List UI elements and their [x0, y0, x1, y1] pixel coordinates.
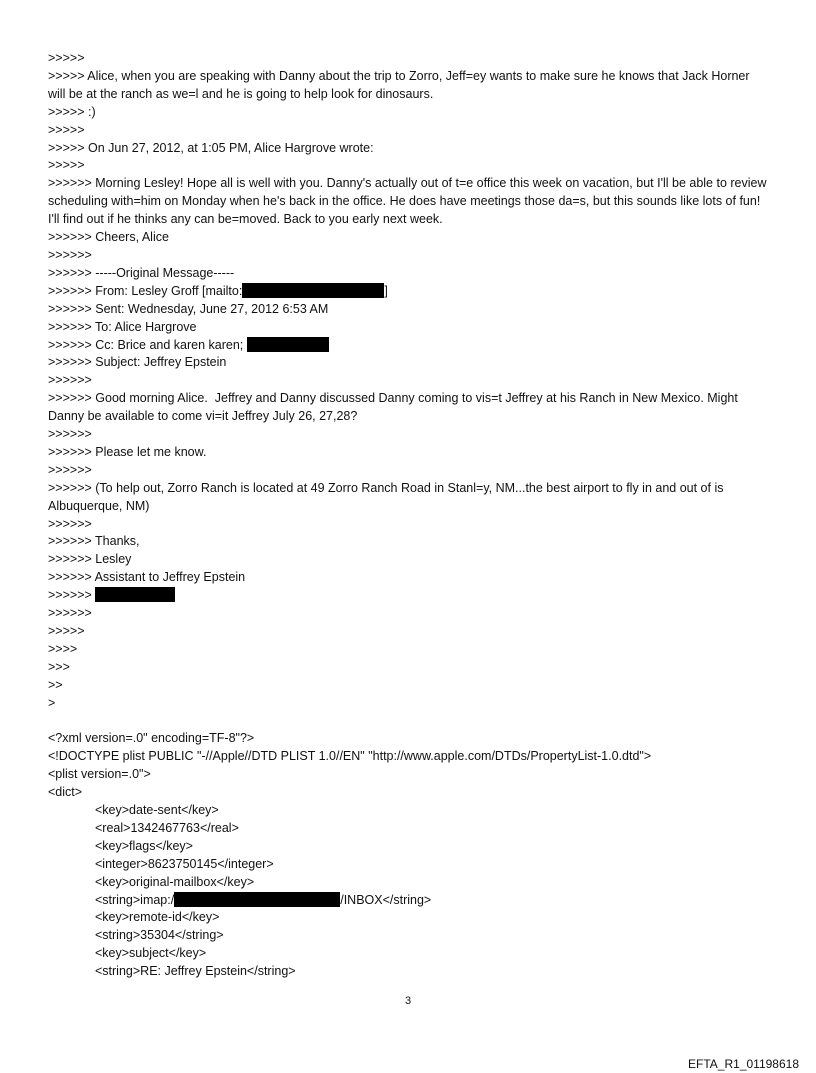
code-line: <string>35304</string> [95, 928, 224, 943]
signature-line [48, 587, 768, 605]
text-line: >>>>> :) [48, 104, 96, 119]
spacer [48, 713, 768, 731]
text-line: >>>>> On Jun 27, 2012, at 1:05 PM, Alice Hargrove wrote: [48, 140, 374, 155]
to-line: >>>>>> To: Alice Hargrove [48, 319, 197, 334]
text-line: > [48, 695, 56, 710]
code-line: <key>subject</key> [95, 946, 207, 961]
redaction-box [242, 283, 384, 298]
cc-prefix: >>>>>> Cc: Brice and karen karen; [48, 337, 244, 352]
text-line: >>>>>> [48, 516, 92, 531]
redaction-box [95, 587, 175, 602]
from-line [48, 283, 768, 301]
document-body [48, 50, 768, 981]
code-line: <?xml version=.0" encoding=TF-8"?> [48, 731, 255, 746]
text-line: >>>>>> -----Original Message----- [48, 265, 235, 280]
bates-number: EFTA_R1_01198618 [688, 1057, 799, 1071]
text-line: >>>>>> (To help out, Zorro Ranch is located at 49 Zorro Ranch Road in Stanl=y, NM...the best airport to fly in and out of is Albuquerque, NM) [48, 480, 727, 513]
code-line: <!DOCTYPE plist PUBLIC "-//Apple//DTD PLIST 1.0//EN" "http://www.apple.com/DTDs/PropertyList-1.0.dtd"> [48, 749, 652, 764]
code-line: <key>date-sent</key> [95, 803, 219, 818]
code-line: <key>flags</key> [95, 838, 193, 853]
text-line: >>>> [48, 641, 78, 656]
text-line: >>>>> Alice, when you are speaking with Danny about the trip to Zorro, Jeff=ey wants to make sure he knows that Jack Horner will be at the ranch as we=l and he is going to help look for dinosaurs. [48, 68, 754, 101]
code-line: <plist version=.0"> [48, 767, 151, 782]
from-prefix: >>>>>> From: Lesley Groff [mailto: [48, 283, 243, 298]
from-suffix: ] [384, 283, 388, 298]
redaction-box [174, 892, 340, 907]
text-line: >>>>>> Good morning Alice. Jeffrey and Danny discussed Danny coming to vis=t Jeffrey at his Ranch in New Mexico. Might Danny be available to come vi=it Jeffrey July 26, 27,28? [48, 391, 742, 424]
email-quoted-block [48, 50, 768, 713]
code-line: <string>RE: Jeffrey Epstein</string> [95, 964, 296, 979]
text-line: >>>>>> Lesley [48, 552, 132, 567]
text-line: >>>>> [48, 122, 85, 137]
imap-line [48, 892, 768, 910]
text-line: >>>>>> Thanks, [48, 534, 140, 549]
text-line: >>>>>> [48, 427, 92, 442]
page-number: 3 [404, 995, 412, 1007]
text-line: >>>>>> Cheers, Alice [48, 230, 169, 245]
imap-prefix: <string>imap:/ [95, 892, 175, 907]
text-line: >>>>>> [48, 247, 92, 262]
cc-line [48, 337, 768, 355]
subject-line: >>>>>> Subject: Jeffrey Epstein [48, 355, 227, 370]
sig-prefix: >>>>>> [48, 588, 92, 603]
code-line: <key>remote-id</key> [95, 910, 220, 925]
text-line: >>>>> [48, 51, 85, 65]
text-line: >>>>>> [48, 462, 92, 477]
code-line: <real>1342467763</real> [95, 820, 239, 835]
imap-suffix: /INBOX</string> [340, 892, 432, 907]
plist-block [48, 730, 768, 981]
text-line: >>>>>> Morning Lesley! Hope all is well with you. Danny's actually out of t=e office this week on vacation, but I'll be able to review scheduling with=him on Monday when he's back in the office. He does have meetings those da=s, but this sounds like lots of fun! I'll find out if he thinks any can be=moved. Back to you early next week. [48, 176, 770, 227]
code-line: <key>original-mailbox</key> [95, 874, 255, 889]
code-line: <dict> [48, 785, 83, 800]
code-line: <integer>8623750145</integer> [95, 856, 274, 871]
text-line: >>>>>> Please let me know. [48, 444, 207, 459]
sent-line: >>>>>> Sent: Wednesday, June 27, 2012 6:53 AM [48, 301, 329, 316]
text-line: >>>>> [48, 158, 85, 173]
text-line: >> [48, 677, 63, 692]
text-line: >>> [48, 659, 70, 674]
redaction-box [247, 337, 329, 352]
text-line: >>>>>> [48, 606, 92, 621]
text-line: >>>>>> Assistant to Jeffrey Epstein [48, 570, 246, 585]
text-line: >>>>>> [48, 373, 92, 388]
text-line: >>>>> [48, 624, 85, 638]
